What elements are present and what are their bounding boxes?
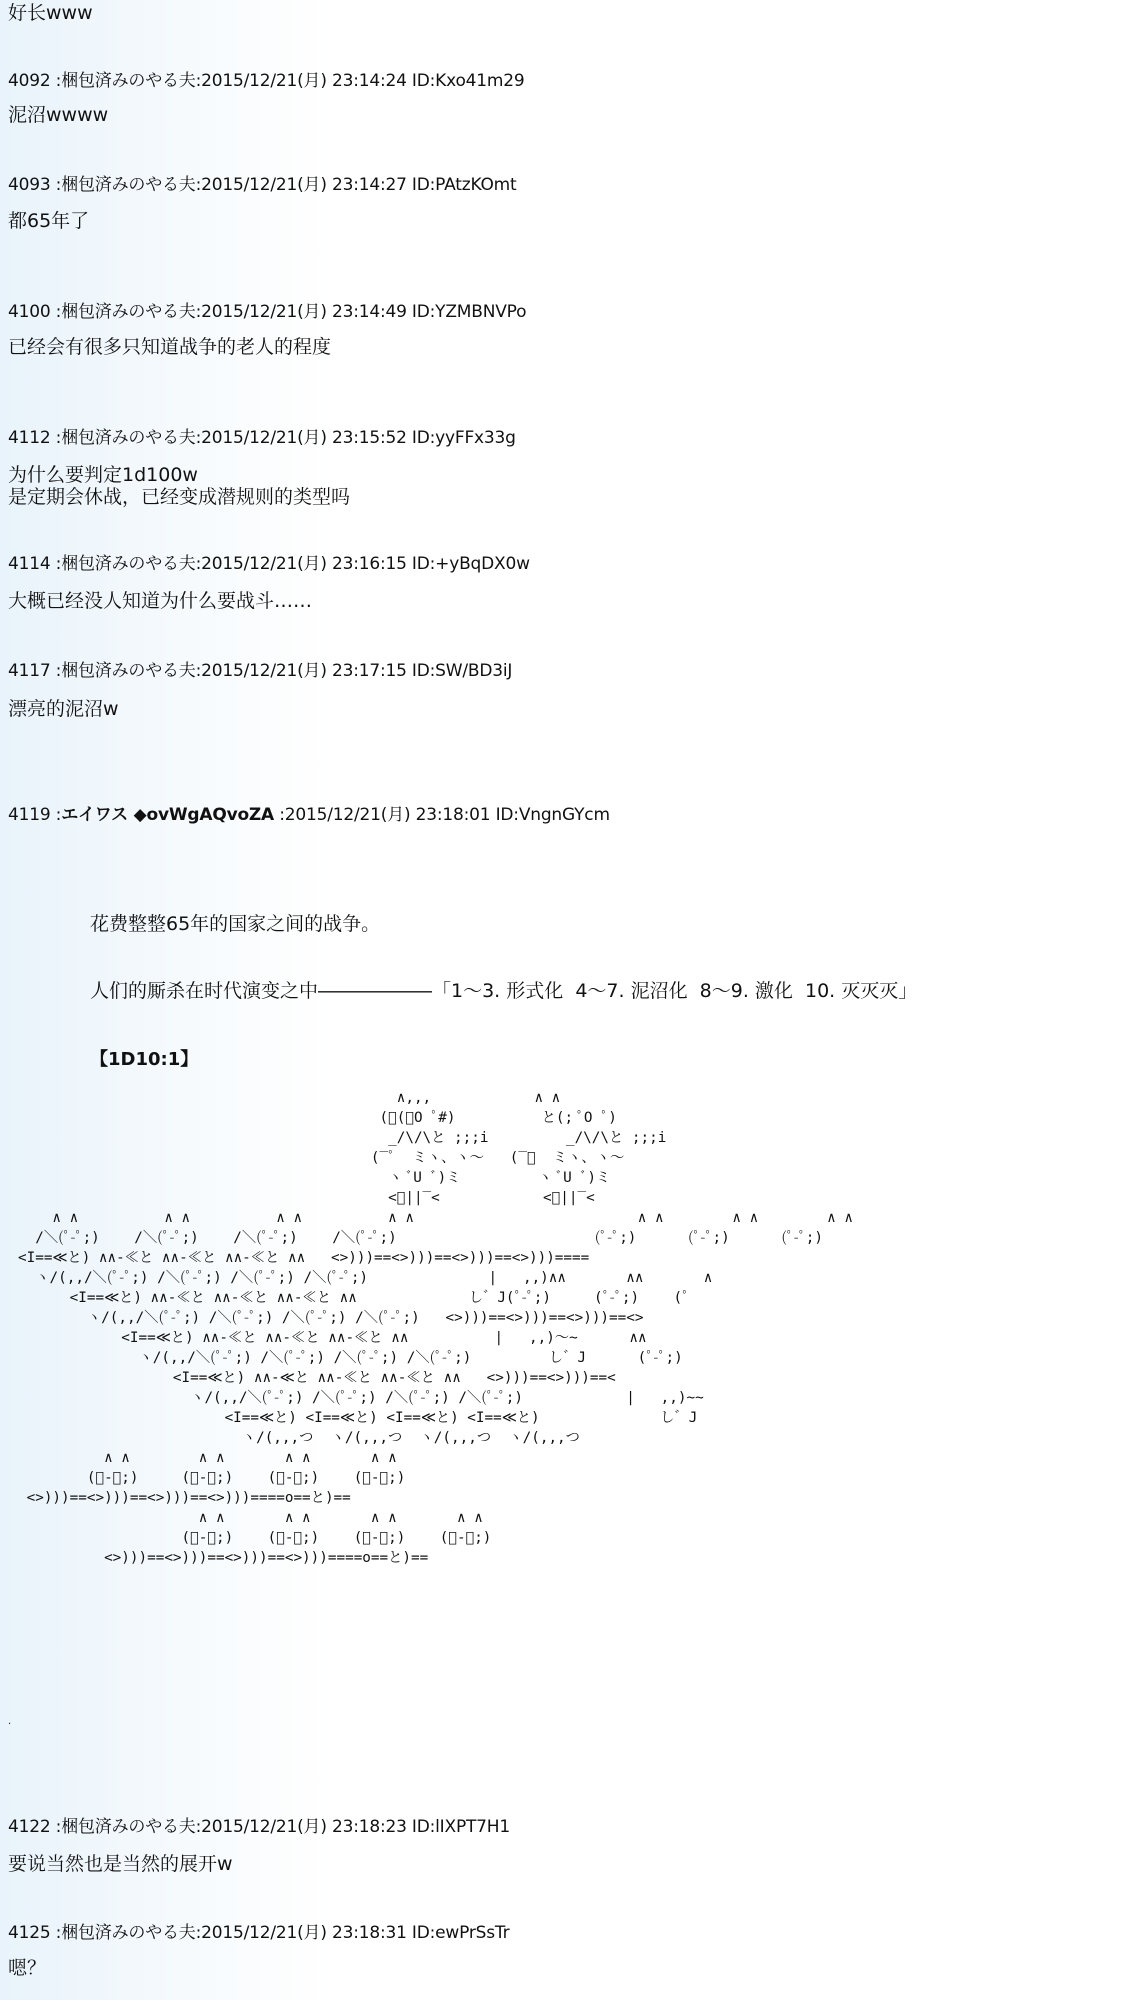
post-meta: :2015/12/21(月) 23:18:01 ID:VngnGYcm	[279, 805, 610, 825]
post-header: 4093 :梱包済みのやる夫:2015/12/21(月) 23:14:27 ID:PAtzKOmt	[8, 175, 517, 195]
post-header: 4092 :梱包済みのやる夫:2015/12/21(月) 23:14:24 ID:Kxo41m29	[8, 71, 525, 91]
post-header: 4114 :梱包済みのやる夫:2015/12/21(月) 23:16:15 ID:+yBqDX0w	[8, 554, 530, 574]
post-body: 已经会有很多只知道战争的老人的程度	[8, 336, 332, 358]
post-header: 4100 :梱包済みのやる夫:2015/12/21(月) 23:14:49 ID:YZMBNVPo	[8, 302, 527, 322]
ascii-art: ∧,,, ∧ ∧ (ﾟ(ﾟO ﾟ#) と(; ﾟO ﾟ) _/\/\と ;;;i _/\/\と ;;;i (‾ﾟ ミヽ、ヽ～ (‾ﾟ ミヽ、ヽ～ ヽ ﾞU ﾞ)ミ ヽ ﾞU ﾞ)ミ <ﾞ||‾< <ﾞ||‾< ∧ ∧ ∧ ∧ ∧ ∧ ∧ ∧ ∧ ∧ ∧ ∧ ∧ ∧ /＼(ﾟ-ﾟ;) /＼(ﾟ-ﾟ;) /＼(ﾟ-ﾟ;) /＼(ﾟ-ﾟ;) (ﾟ-ﾟ;) (ﾟ-ﾟ;) (ﾟ-ﾟ;) <I==≪と) ∧∧-≪と ∧∧-≪と ∧∧-≪と ∧∧ <>)))==<>)))==<>)))==<>)))==== ヽ/(,,/＼(ﾟ-ﾟ;) /＼(ﾟ-ﾟ;) /＼(ﾟ-ﾟ;) /＼(ﾟ-ﾟ;) | ,,)∧∧ ∧∧ ∧ <I==≪と) ∧∧-≪と ∧∧-≪と ∧∧-≪と ∧∧ し゛J(ﾟ-ﾟ;) (ﾟ-ﾟ;) (ﾟ ヽ/(,,/＼(ﾟ-ﾟ;) /＼(ﾟ-ﾟ;) /＼(ﾟ-ﾟ;) /＼(ﾟ-ﾟ;) <>)))==<>)))==<>)))==<> <I==≪と) ∧∧-≪と ∧∧-≪と ∧∧-≪と ∧∧ | ,,)～~ ∧∧ ヽ/(,,/＼(ﾟ-ﾟ;) /＼(ﾟ-ﾟ;) /＼(ﾟ-ﾟ;) /＼(ﾟ-ﾟ;) し゛J (ﾟ-ﾟ;) <I==≪と) ∧∧-≪と ∧∧-≪と ∧∧-≪と ∧∧ <>)))==<>)))==< ヽ/(,,/＼(ﾟ-ﾟ;) /＼(ﾟ-ﾟ;) /＼(ﾟ-ﾟ;) /＼(ﾟ-ﾟ;) | ,,)~~ <I==≪と) <I==≪と) <I==≪と) <I==≪と) し゛J ヽ/(,,,つ ヽ/(,,,つ ヽ/(,,,つ ヽ/(,,,つ ∧ ∧ ∧ ∧ ∧ ∧ ∧ ∧ (ﾟ-ﾟ;) (ﾟ-ﾟ;) (ﾟ-ﾟ;) (ﾟ-ﾟ;) <>)))==<>)))==<>)))==<>)))====o==と)== ∧ ∧ ∧ ∧ ∧ ∧ ∧ ∧ (ﾟ-ﾟ;) (ﾟ-ﾟ;) (ﾟ-ﾟ;) (ﾟ-ﾟ;) <>)))==<>)))==<>)))==<>)))====o==と)==	[18, 1090, 853, 1566]
post-body: 都65年了	[8, 210, 90, 232]
post-header: 4112 :梱包済みのやる夫:2015/12/21(月) 23:15:52 ID:yyFFx33g	[8, 428, 516, 448]
post-header: 4125 :梱包済みのやる夫:2015/12/21(月) 23:18:31 ID:ewPrSsTr	[8, 1923, 510, 1943]
post-number: 4119	[8, 805, 51, 825]
post-body: 漂亮的泥沼w	[8, 698, 119, 720]
dice-result: 【1D10:1】	[90, 1049, 199, 1070]
main-post-header: 4119 :エイワス ◆ovWgAQvoZA :2015/12/21(月) 23:18:01 ID:VngnGYcm	[8, 805, 610, 825]
separator-dot: .	[8, 1716, 12, 1727]
post-body: 泥沼wwww	[8, 104, 109, 126]
post-author: エイワス ◆ovWgAQvoZA	[61, 805, 275, 825]
narration-line: 花费整整65年的国家之间的战争。	[90, 913, 381, 935]
post-body: 为什么要判定1d100w	[8, 464, 198, 486]
post-body: 好长www	[8, 2, 93, 24]
post-header: 4122 :梱包済みのやる夫:2015/12/21(月) 23:18:23 ID:lIXPT7H1	[8, 1817, 510, 1837]
post-header: 4117 :梱包済みのやる夫:2015/12/21(月) 23:17:15 ID:SW/BD3iJ	[8, 661, 513, 681]
post-body: 是定期会休战，已经变成潜规则的类型吗	[8, 486, 351, 508]
post-body: 大概已经没人知道为什么要战斗……	[8, 590, 313, 612]
post-body: 要说当然也是当然的展开w	[8, 1853, 233, 1875]
narration-line: 人们的厮杀在时代演变之中――――――「1～3. 形式化 4～7. 泥沼化 8～9. 激化 10. 灭灭灭」	[90, 980, 918, 1002]
post-body: 嗯？	[8, 1957, 47, 1979]
